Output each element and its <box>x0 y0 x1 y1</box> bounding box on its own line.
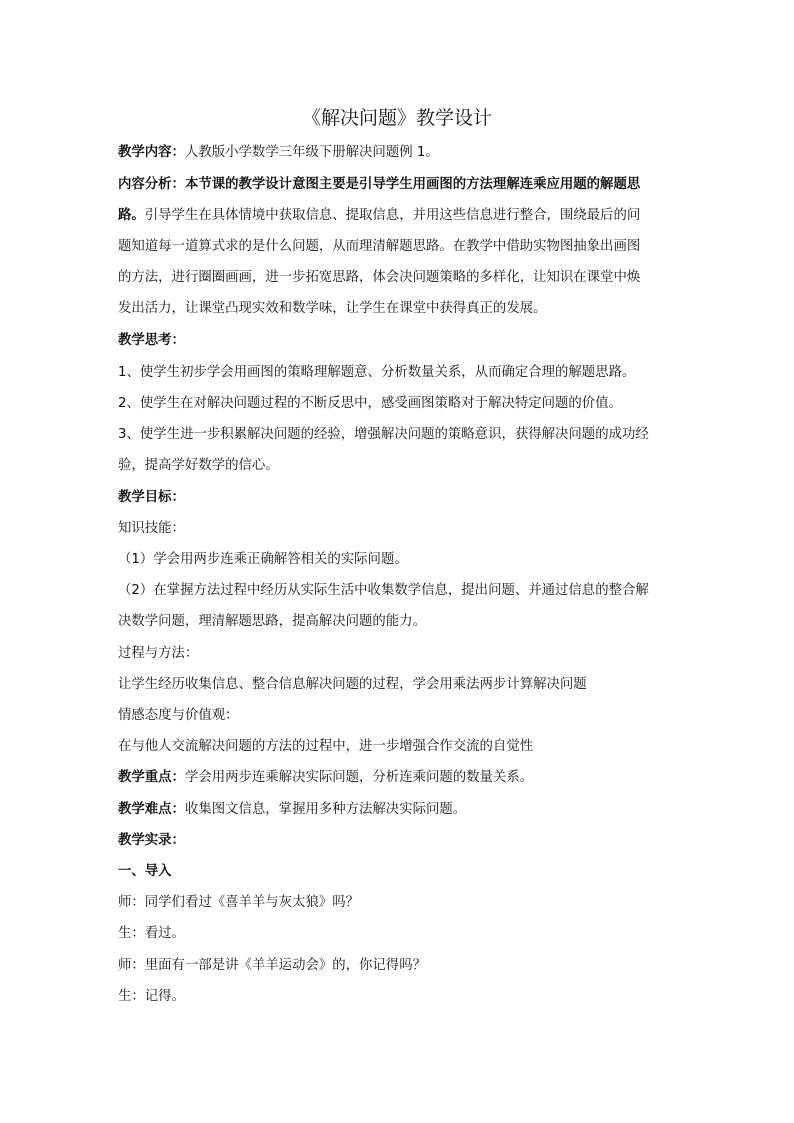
teaching-thinking-item-2: 2、使学生在对解决问题过程的不断反思中，感受画图策略对于解决特定问题的价值。 <box>118 396 622 411</box>
dialog-line-2: 生：看过。 <box>118 926 185 941</box>
knowledge-skills-label: 知识技能： <box>118 521 185 536</box>
dialog-line-4: 生：记得。 <box>118 989 185 1004</box>
teaching-content-label: 教学内容： <box>118 145 185 160</box>
emotion-values-label: 情感态度与价值观： <box>118 708 239 723</box>
key-point-line <box>118 768 533 788</box>
dialog-line-3: 师：里面有一部是讲《羊羊运动会》的，你记得吗？ <box>118 958 426 973</box>
content-analysis-line-4: 的方法，进行圈圈画画，进一步拓宽思路，体会决问题策略的多样化，让知识在课堂中焕 <box>118 270 641 285</box>
key-point-text: 学会用两步连乘解决实际问题，分析连乘问题的数量关系。 <box>184 770 534 785</box>
key-point-label: 教学重点： <box>118 770 185 785</box>
teaching-thinking-item-3-line-2: 验，提高学好数学的信心。 <box>118 458 279 473</box>
process-method-label: 过程与方法： <box>118 646 199 661</box>
section-intro-heading: 一、导入 <box>118 864 172 879</box>
emotion-values-text: 在与他人交流解决问题的方法的过程中，进一步增强合作交流的自觉性 <box>118 739 534 754</box>
teaching-goals-heading: 教学目标： <box>118 490 185 505</box>
content-analysis-line-1 <box>118 175 640 195</box>
teaching-content-line <box>118 143 439 163</box>
process-method-text: 让学生经历收集信息、整合信息解决问题的过程，学会用乘法两步计算解决问题 <box>118 677 587 692</box>
teaching-thinking-item-3-line-1: 3、使学生进一步积累解决问题的经验，增强解决问题的策略意识，获得解决问题的成功经 <box>118 427 649 442</box>
difficulty-label: 教学难点： <box>118 802 185 817</box>
difficulty-text: 收集图文信息，掌握用多种方法解决实际问题。 <box>184 802 467 817</box>
knowledge-item-2-line-2: 决数学问题，理清解题思路，提高解决问题的能力。 <box>118 614 426 629</box>
knowledge-item-1: （1）学会用两步连乘正确解答相关的实际问题。 <box>118 552 408 567</box>
difficulty-line <box>118 800 466 820</box>
content-analysis-bold-lead-1: 本节课的教学设计意图主要是引导学生用画图的方法理解连乘应用题的解题思 <box>184 177 641 192</box>
content-analysis-label: 内容分析： <box>118 177 185 192</box>
teaching-record-heading: 教学实录： <box>118 833 185 848</box>
knowledge-item-2-line-1: （2）在掌握方法过程中经历从实际生活中收集数学信息，提出问题、并通过信息的整合解 <box>118 583 649 598</box>
teaching-thinking-heading: 教学思考： <box>118 333 185 348</box>
content-analysis-line-5: 发出活力，让课堂凸现实效和数学味，让学生在课堂中获得真正的发展。 <box>118 301 547 316</box>
content-analysis-bold-lead-2: 路。 <box>118 208 145 223</box>
content-analysis-line-3: 题知道每一道算式求的是什么问题，从而理清解题思路。在教学中借助实物图抽象出画图 <box>118 239 641 254</box>
teaching-thinking-item-1: 1、使学生初步学会用画图的策略理解题意、分析数量关系，从而确定合理的解题思路。 <box>118 365 636 380</box>
dialog-line-1: 师：同学们看过《喜羊羊与灰太狼》吗？ <box>118 895 360 910</box>
content-analysis-line-2 <box>118 206 640 226</box>
document-title: 《解决问题》教学设计 <box>301 107 492 129</box>
teaching-content-text: 人教版小学数学三年级下册解决问题例 1。 <box>184 145 439 160</box>
content-analysis-text-2: 引导学生在具体情境中获取信息、提取信息，并用这些信息进行整合，围绕最后的问 <box>144 208 641 223</box>
